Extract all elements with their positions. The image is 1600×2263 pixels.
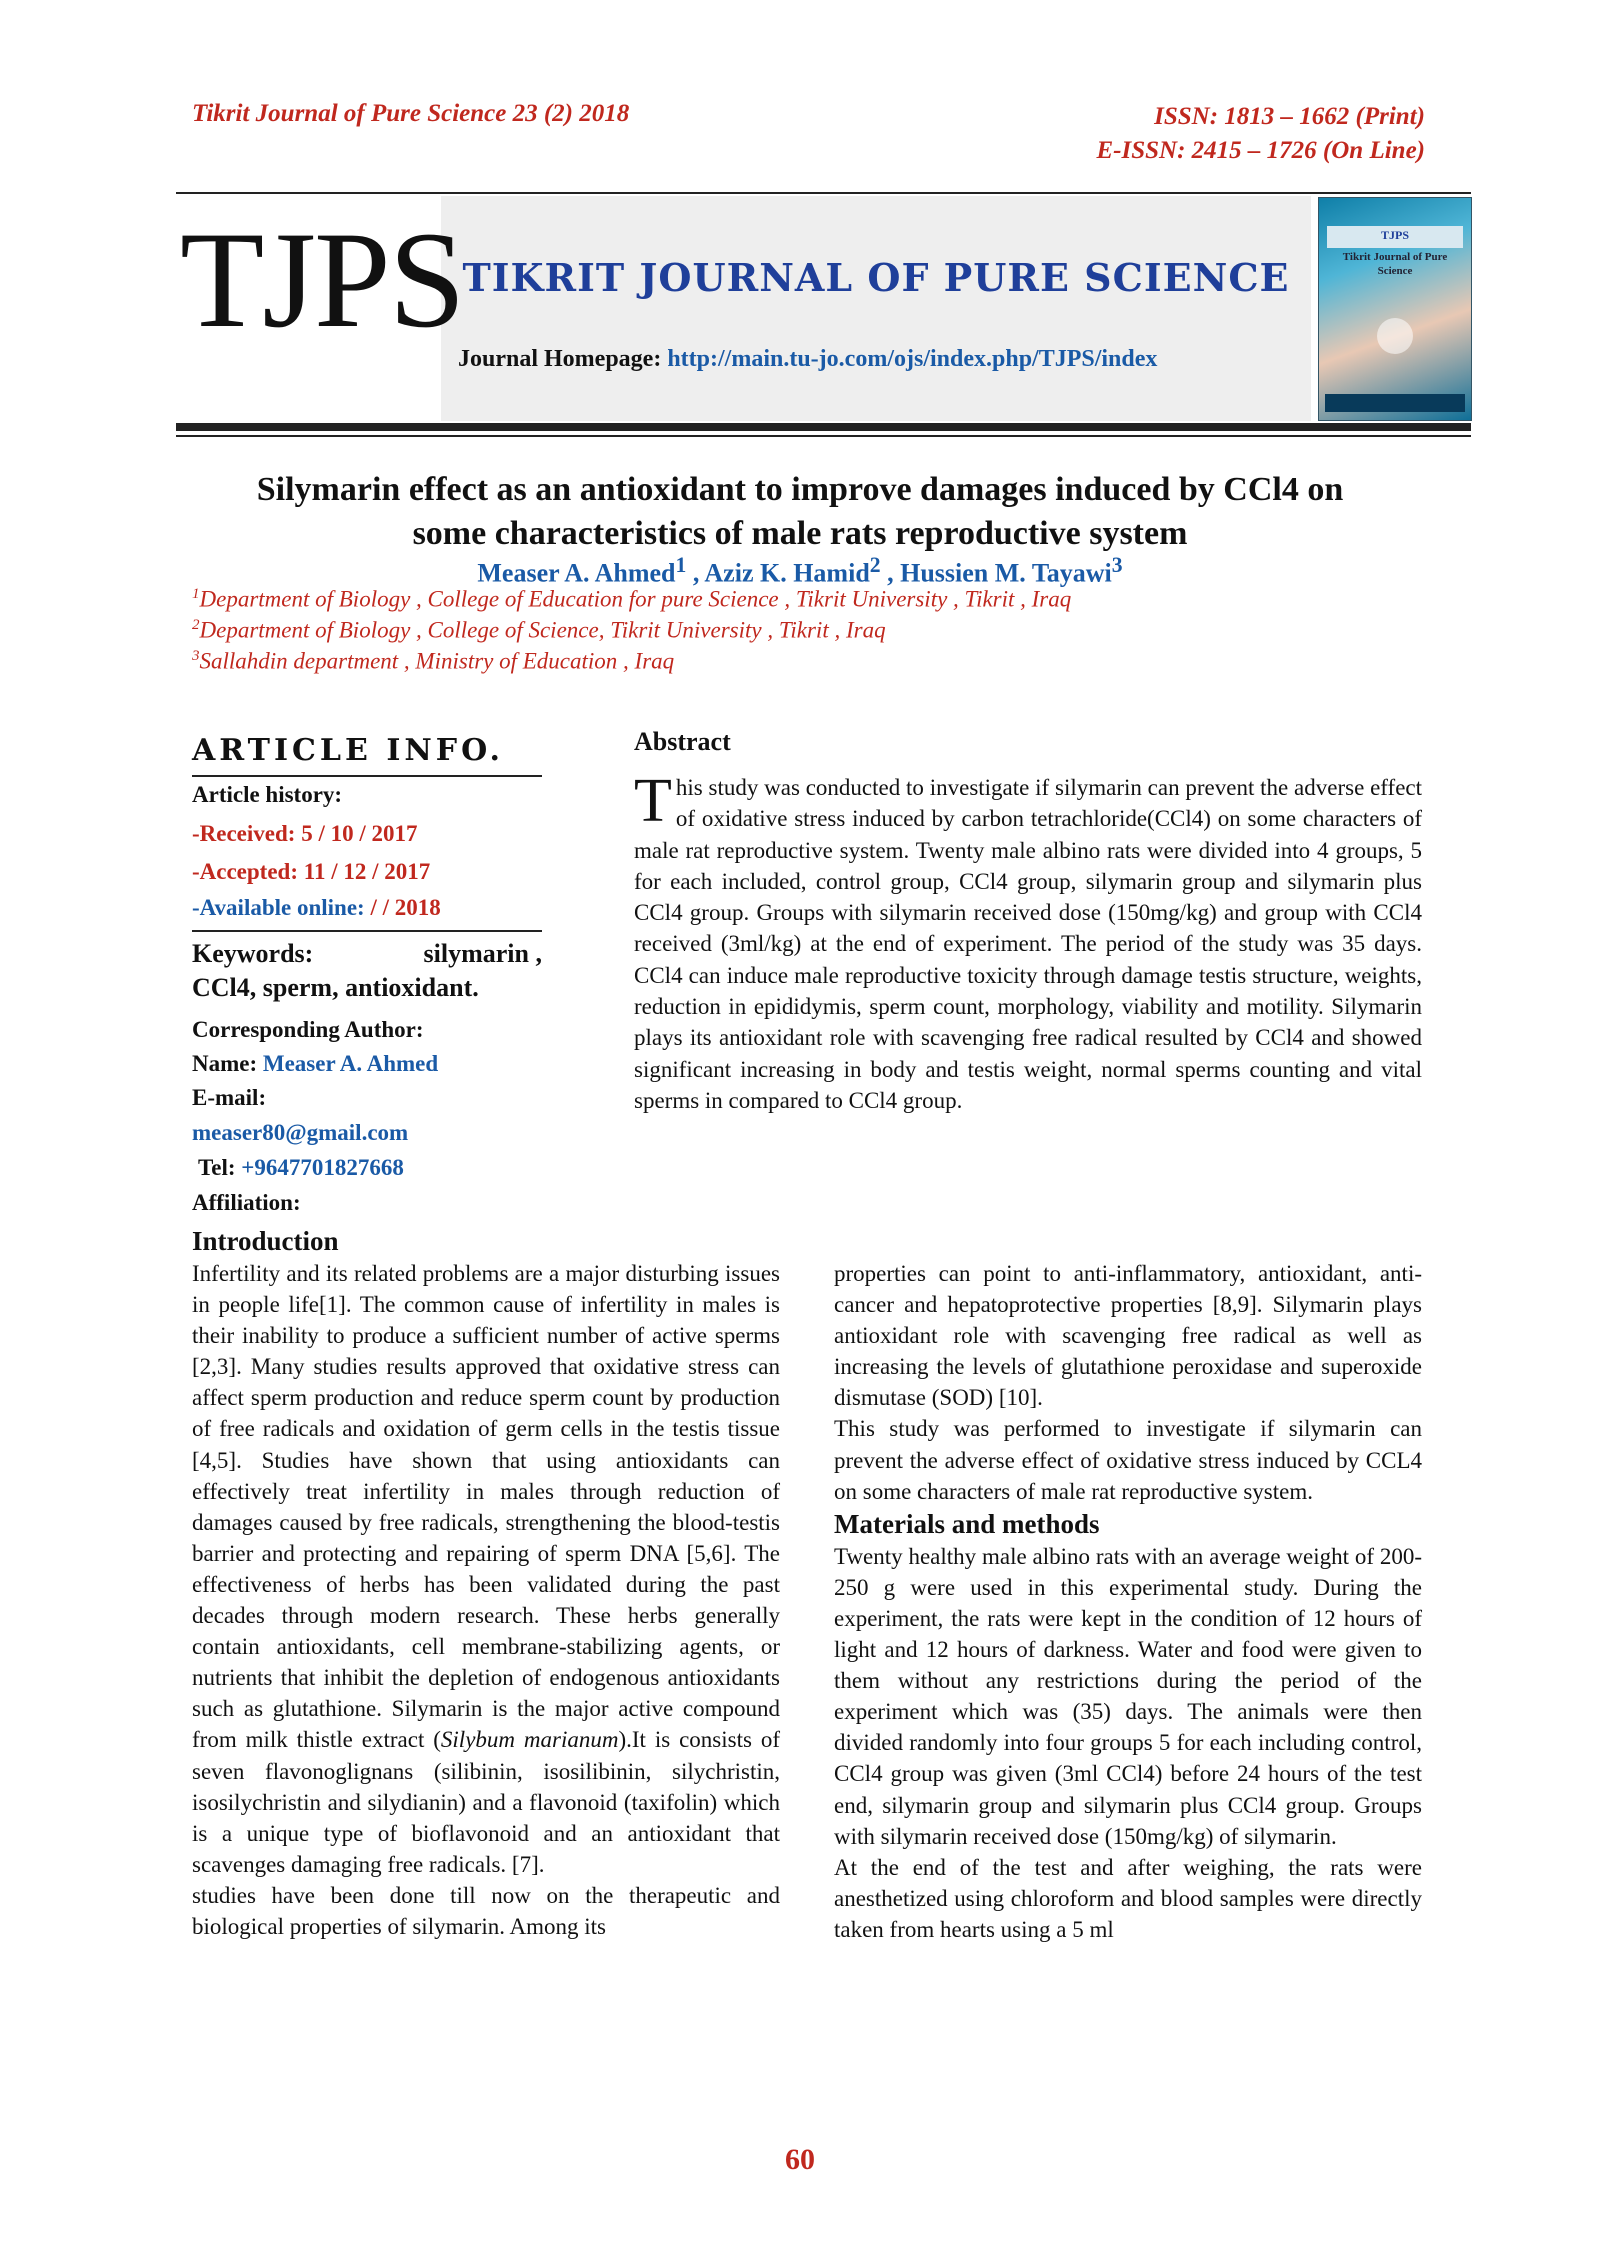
received-date — [192, 821, 417, 847]
tjps-logo: TJPS — [180, 203, 464, 356]
name-value: Measer A. Ahmed — [262, 1051, 439, 1076]
introduction-heading: Introduction — [192, 1226, 339, 1256]
affiliation-3-text: Sallahdin department , Ministry of Education , Iraq — [199, 648, 675, 674]
intro-paragraph-2: studies have been done till now on the therapeutic and biological properties of silymarin. Among its — [192, 1882, 780, 1939]
issn-online: E-ISSN: 2415 – 1726 (On Line) — [1096, 137, 1425, 164]
banner-bottom-rule — [176, 423, 1471, 431]
name-label: Name: — [192, 1051, 263, 1076]
methods-paragraph-1: Twenty healthy male albino rats with an average weight of 200-250 g were used in this experimental study. During the experiment, the rats were kept in the condition of 12 hours of light and 12 hours of darkness. Water and food were given to them without any restrictions during the period of the experiment which was (35) days. The animals were then divided randomly into four groups 5 for each including control, CCl4 group was given (3ml CCl4) before 24 hours of the test end, silymarin group and silymarin plus CCl4 group. Groups with silymarin received dose (150mg/kg) of silymarin. — [834, 1543, 1422, 1849]
banner-background — [441, 196, 1311, 421]
tel-row — [198, 1155, 404, 1181]
affiliation-3-sup: 3 — [192, 648, 200, 664]
intro-paragraph-3: properties can point to anti-inflammatory, antioxidant, anti-cancer and hepatoprotective properties [8,9]. Silymarin plays antioxidant role with scavenging free radical as well as increasing the levels of glutathione peroxidase and superoxide dismutase (SOD) [10]. — [834, 1261, 1422, 1411]
keywords-line-1 — [192, 937, 542, 971]
author-2-sup: 2 — [869, 553, 881, 577]
cover-seal-icon — [1377, 318, 1413, 354]
keywords-line-2: CCl4, sperm, antioxidant. — [192, 973, 479, 1002]
intro-paragraph-1 — [192, 1258, 780, 1880]
article-info-rule-2 — [192, 930, 542, 932]
affiliation-1-sup: 1 — [192, 586, 200, 602]
tel-value: +9647701827668 — [241, 1155, 404, 1180]
email-link[interactable]: measer80@gmail.com — [192, 1120, 409, 1145]
journal-homepage — [458, 346, 1157, 373]
article-history-label: Article history: — [192, 782, 343, 807]
keywords-label: Keywords: — [192, 939, 314, 968]
banner-bottom-rule-thin — [176, 435, 1471, 437]
journal-issue: Tikrit Journal of Pure Science 23 (2) 2018 — [192, 100, 630, 127]
journal-name: TIKRIT JOURNAL OF PURE SCIENCE — [462, 255, 1290, 300]
left-column — [192, 1258, 780, 1942]
cover-badge-text: TJPS — [1380, 228, 1409, 242]
article-info-heading: ARTICLE INFO. — [192, 733, 504, 768]
author-name-row — [192, 1051, 438, 1077]
corresponding-author-label: Corresponding Author: — [192, 1017, 424, 1042]
intro-paragraph-4: This study was performed to investigate if silymarin can prevent the adverse effect of oxidative stress induced by CCL4 on some characters of male rat reproductive system. — [834, 1416, 1422, 1504]
issn-block — [1097, 100, 1426, 168]
author-1-sup: 1 — [675, 553, 687, 577]
accepted-value: 11 / 12 / 2017 — [303, 859, 431, 884]
available-date — [192, 895, 441, 921]
right-column — [834, 1258, 1422, 1945]
issn-print: ISSN: 1813 – 1662 (Print) — [1154, 103, 1425, 130]
article-info-rule-1 — [192, 775, 542, 777]
abstract-heading: Abstract — [634, 727, 731, 756]
abstract-dropcap: T — [634, 767, 672, 835]
abstract-text — [634, 767, 1422, 1116]
abstract-body: his study was conducted to investigate if silymarin can prevent the adverse effect of oxidative stress induced by carbon tetrachloride(CCl4) on some characters of male rat reproductive system. Twenty male albino rats were divided into 4 groups, 5 for each included, control group, CCl4 group, silymarin group and silymarin plus CCl4 group. Groups with silymarin received dose (150mg/kg) and group with CCl4 received (3ml/kg) at the end of experiment. The period of the study was 35 days. CCl4 can induce male reproductive toxicity through damage testis structure, weights, reduction in epididymis, sperm count, morphology, viability and motility. Silymarin plays its antioxidant role with scavenging free radical resulted by CCl4 and showed significant increasing in body and testis weight, normal sperms counting and vital sperms in compared to CCl4 group. — [634, 775, 1422, 1113]
author-3-sup: 3 — [1111, 553, 1123, 577]
affiliation-label: Affiliation: — [192, 1190, 301, 1215]
author-1: Measer A. Ahmed — [477, 558, 676, 588]
received-label: -Received: — [192, 821, 302, 846]
affiliation-2 — [192, 617, 886, 644]
banner-top-rule — [176, 192, 1471, 194]
intro-p1-species: Silybum marianum — [440, 1727, 619, 1753]
author-list: Measer A. Ahmed$^1$ , Aziz K. Hamid$^2$ , Hussien M. Tayawi$^3$ — [477, 553, 1123, 588]
title-line-1: Silymarin effect as an antioxidant to improve damages induced by CCl4 on — [256, 471, 1344, 508]
cover-footer — [1325, 394, 1465, 412]
title-line-2: some characteristics of male rats reproductive system — [412, 515, 1188, 552]
accepted-date — [192, 859, 430, 885]
methods-heading: Materials and methods — [834, 1508, 1100, 1539]
intro-p1-text-b: ).It is consists of seven flavonoglignans (silibinin, isosilibinin, silychristin, isosilychristin and silydianin) and a flavonoid (taxifolin) which is a unique type of bioflavonoid and an antioxidant that scavenges damaging free radicals. [7]. — [192, 1727, 780, 1877]
homepage-link[interactable]: http://main.tu-jo.com/ojs/index.php/TJPS/index — [667, 346, 1158, 372]
affiliation-3 — [192, 648, 674, 675]
homepage-label: Journal Homepage: — [458, 346, 668, 372]
tel-label: Tel: — [198, 1155, 242, 1180]
author-2: Aziz K. Hamid — [704, 558, 870, 588]
received-value: 5 / 10 / 2017 — [301, 821, 418, 846]
email-label: E-mail: — [192, 1085, 267, 1110]
methods-paragraph-2: At the end of the test and after weighing, the rats were anesthetized using chloroform and blood samples were directly taken from hearts using a 5 ml — [834, 1854, 1422, 1942]
author-3: Hussien M. Tayawi — [900, 558, 1112, 588]
available-value: / / 2018 — [370, 895, 441, 920]
keywords-line1-text: silymarin , — [423, 939, 542, 968]
affiliation-2-text: Department of Biology , College of Science, Tikrit University , Tikrit , Iraq — [199, 617, 886, 643]
available-label: -Available online: — [192, 895, 371, 920]
journal-cover-image — [1318, 197, 1472, 421]
keywords-block — [192, 937, 542, 1005]
cover-title: Tikrit Journal of Pure Science — [1342, 251, 1448, 277]
article-title — [140, 468, 1460, 556]
affiliation-2-sup: 2 — [192, 617, 200, 633]
intro-p1-text-a: Infertility and its related problems are a major disturbing issues in people life[1]. The common cause of infertility in males is their inability to produce a sufficient number of active sperms [2,3]. Many studies results approved that oxidative stress can affect sperm production and reduce sperm count by production of free radicals and oxidation of germ cells in the testis tissue [4,5]. Studies have shown that using antioxidants can effectively treat infertility in males through reduction of damages caused by free radicals, strengthening the blood-testis barrier and protecting and repairing of sperm DNA [5,6]. The effectiveness of herbs has been validated during the past decades through modern research. These herbs generally contain antioxidants, cell membrane-stabilizing agents, or nutrients that inhibit the depletion of endogenous antioxidants such as glutathione. Silymarin is the major active compound from milk thistle extract ( — [192, 1261, 780, 1753]
affiliation-1-text: Department of Biology , College of Education for pure Science , Tikrit University , Tikrit , Iraq — [199, 586, 1072, 612]
accepted-label: -Accepted: — [192, 859, 304, 884]
affiliation-1 — [192, 586, 1071, 613]
page-number: 60 — [785, 2143, 815, 2176]
